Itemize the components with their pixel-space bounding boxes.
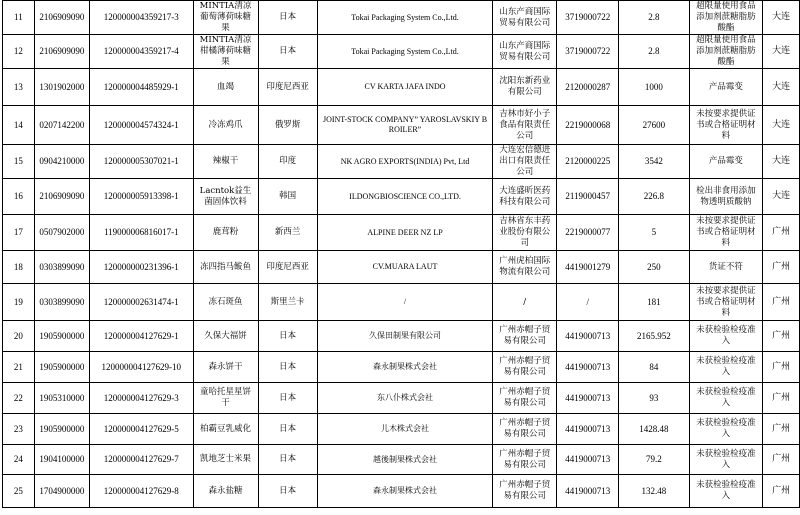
cell-reason: 未获检验检疫准入	[689, 383, 762, 414]
table-row	[3, 383, 800, 414]
cell-reason: 超限量使用食品添加剂蔗糖脂肪酸酯	[689, 1, 762, 35]
import-rejection-table	[2, 0, 800, 508]
table-row	[3, 475, 800, 508]
table-row	[3, 414, 800, 445]
cell-origin: 日本	[258, 414, 317, 445]
cell-manufacturer: ILDONGBIOSCIENCE CO.,LTD.	[317, 179, 492, 215]
cell-reason: 未获检验检疫准入	[689, 475, 762, 508]
cell-port: 广州	[763, 251, 800, 284]
cell-importer: 广州赤帽子贸易有限公司	[493, 475, 557, 508]
cell-product-name: 冻四指马鲅鱼	[193, 251, 258, 284]
cell-entry-number: 120000004127629-3	[90, 383, 193, 414]
cell-importer-code: 4419000713	[557, 321, 619, 352]
cell-reason: 货证不符	[689, 251, 762, 284]
cell-importer: 大连宏信德进出口有限责任公司	[493, 145, 557, 179]
cell-port: 大连	[763, 35, 800, 69]
cell-product-name: 森永盐糖	[193, 475, 258, 508]
cell-weight: 93	[619, 383, 690, 414]
cell-origin: 日本	[258, 445, 317, 475]
cell-product-name: 鹿茸粉	[193, 215, 258, 251]
cell-origin: 日本	[258, 383, 317, 414]
cell-reason: 未获检验检疫准入	[689, 352, 762, 383]
cell-importer: 山东产商国际贸易有限公司	[493, 1, 557, 35]
cell-no: 21	[3, 352, 35, 383]
cell-manufacturer: JOINT-STOCK COMPANY” YAROSLAVSKIY BROILER”	[317, 106, 492, 145]
cell-reason: 检出非食用添加物透明质酸钠	[689, 179, 762, 215]
cell-importer-code: 4419000713	[557, 475, 619, 508]
cell-origin: 日本	[258, 475, 317, 508]
cell-entry-number: 120000004127629-5	[90, 414, 193, 445]
table-row	[3, 321, 800, 352]
table-row	[3, 251, 800, 284]
cell-weight: 2.8	[619, 1, 690, 35]
cell-no: 19	[3, 284, 35, 321]
cell-port: 大连	[763, 69, 800, 106]
cell-manufacturer: 东八仆株式会社	[317, 383, 492, 414]
table-row	[3, 145, 800, 179]
cell-importer: 山东产商国际贸易有限公司	[493, 35, 557, 69]
cell-product-name: 森永饼干	[193, 352, 258, 383]
table-row	[3, 284, 800, 321]
cell-weight: 5	[619, 215, 690, 251]
cell-entry-number: 120000005913398-1	[90, 179, 193, 215]
cell-hs-code: 1905900000	[34, 414, 89, 445]
cell-product-name: 柏霸豆乳威化	[193, 414, 258, 445]
cell-manufacturer: Tokai Packaging System Co.,Ltd.	[317, 35, 492, 69]
cell-manufacturer: 越後制果株式会社	[317, 445, 492, 475]
cell-manufacturer: CV KARTA JAFA INDO	[317, 69, 492, 106]
cell-entry-number: 120000004127629-10	[90, 352, 193, 383]
cell-origin: 日本	[258, 1, 317, 35]
cell-entry-number: 120000004127629-7	[90, 445, 193, 475]
cell-hs-code: 0303899090	[34, 251, 89, 284]
cell-hs-code: 2106909090	[34, 1, 89, 35]
cell-weight: 27600	[619, 106, 690, 145]
cell-product-name: 辣椒干	[193, 145, 258, 179]
cell-entry-number: 120000004485929-1	[90, 69, 193, 106]
cell-importer-code: 4419001279	[557, 251, 619, 284]
cell-importer-code: 2120000287	[557, 69, 619, 106]
cell-weight: 2.8	[619, 35, 690, 69]
cell-port: 大连	[763, 145, 800, 179]
cell-no: 23	[3, 414, 35, 445]
cell-no: 14	[3, 106, 35, 145]
cell-no: 25	[3, 475, 35, 508]
cell-manufacturer: Tokai Packaging System Co.,Ltd.	[317, 1, 492, 35]
cell-entry-number: 120000002631474-1	[90, 284, 193, 321]
cell-port: 大连	[763, 179, 800, 215]
cell-port: 广州	[763, 475, 800, 508]
cell-importer: 广州赤帽子贸易有限公司	[493, 414, 557, 445]
cell-manufacturer: ALPINE DEER NZ LP	[317, 215, 492, 251]
cell-origin: 日本	[258, 352, 317, 383]
cell-product-name: MINTIA清凉柑橘薄荷味糖果	[193, 35, 258, 69]
cell-importer: 广州赤帽子贸易有限公司	[493, 352, 557, 383]
cell-manufacturer: 森永制果株式会社	[317, 475, 492, 508]
cell-no: 12	[3, 35, 35, 69]
cell-no: 11	[3, 1, 35, 35]
cell-importer-code: 2219000077	[557, 215, 619, 251]
cell-hs-code: 1905900000	[34, 352, 89, 383]
cell-origin: 日本	[258, 35, 317, 69]
cell-no: 15	[3, 145, 35, 179]
cell-weight: 181	[619, 284, 690, 321]
cell-origin: 印度尼西亚	[258, 251, 317, 284]
cell-importer: /	[493, 284, 557, 321]
cell-origin: 印度尼西亚	[258, 69, 317, 106]
cell-product-name: MINTIA清凉葡萄薄荷味糖果	[193, 1, 258, 35]
cell-no: 16	[3, 179, 35, 215]
cell-origin: 日本	[258, 321, 317, 352]
cell-entry-number: 119000006816017-1	[90, 215, 193, 251]
cell-manufacturer: /	[317, 284, 492, 321]
cell-reason: 未获检验检疫准入	[689, 445, 762, 475]
table-row	[3, 35, 800, 69]
cell-weight: 2165.952	[619, 321, 690, 352]
cell-importer-code: 4419000713	[557, 414, 619, 445]
cell-no: 17	[3, 215, 35, 251]
cell-importer-code: 4419000713	[557, 352, 619, 383]
cell-reason: 超限量使用食品添加剂蔗糖脂肪酸酯	[689, 35, 762, 69]
cell-product-name: 凯地芝士米果	[193, 445, 258, 475]
cell-manufacturer: 儿木株式会社	[317, 414, 492, 445]
table-row	[3, 69, 800, 106]
cell-importer-code: 2219000068	[557, 106, 619, 145]
cell-importer-code: 3719000722	[557, 1, 619, 35]
cell-product-name: 童哈托星星饼干	[193, 383, 258, 414]
table-row	[3, 106, 800, 145]
table-row	[3, 1, 800, 35]
cell-no: 20	[3, 321, 35, 352]
cell-origin: 新西兰	[258, 215, 317, 251]
cell-port: 广州	[763, 352, 800, 383]
cell-port: 广州	[763, 445, 800, 475]
cell-product-name: 血竭	[193, 69, 258, 106]
cell-weight: 250	[619, 251, 690, 284]
cell-weight: 1428.48	[619, 414, 690, 445]
cell-importer-code: 2119000457	[557, 179, 619, 215]
cell-importer-code: 3719000722	[557, 35, 619, 69]
cell-origin: 斯里兰卡	[258, 284, 317, 321]
cell-importer-code: 2120000225	[557, 145, 619, 179]
cell-port: 广州	[763, 414, 800, 445]
cell-weight: 132.48	[619, 475, 690, 508]
cell-entry-number: 120000004127629-1	[90, 321, 193, 352]
cell-entry-number: 120000000231396-1	[90, 251, 193, 284]
cell-manufacturer: NK AGRO EXPORTS(INDIA) Pvt, Ltd	[317, 145, 492, 179]
cell-port: 广州	[763, 383, 800, 414]
cell-no: 13	[3, 69, 35, 106]
cell-reason: 未获检验检疫准入	[689, 321, 762, 352]
cell-importer: 沈阳东新药业有限公司	[493, 69, 557, 106]
cell-weight: 226.8	[619, 179, 690, 215]
cell-importer: 吉林省东丰药业股份有限公司	[493, 215, 557, 251]
cell-importer-code: 4419000713	[557, 383, 619, 414]
cell-product-name: 冷冻鸡爪	[193, 106, 258, 145]
table-row	[3, 445, 800, 475]
cell-no: 24	[3, 445, 35, 475]
cell-importer: 广州赤帽子贸易有限公司	[493, 383, 557, 414]
cell-entry-number: 120000004359217-3	[90, 1, 193, 35]
table-row	[3, 352, 800, 383]
cell-hs-code: 0507902000	[34, 215, 89, 251]
cell-hs-code: 0904210000	[34, 145, 89, 179]
cell-no: 22	[3, 383, 35, 414]
cell-port: 大连	[763, 1, 800, 35]
cell-product-name: 久保大福饼	[193, 321, 258, 352]
cell-manufacturer: 森永制果株式会社	[317, 352, 492, 383]
cell-origin: 俄罗斯	[258, 106, 317, 145]
table-row	[3, 179, 800, 215]
cell-reason: 未按要求提供证书或合格证明材料	[689, 284, 762, 321]
cell-entry-number: 120000005307021-1	[90, 145, 193, 179]
cell-product-name: Lacntok益生菌固体饮料	[193, 179, 258, 215]
cell-no: 18	[3, 251, 35, 284]
cell-reason: 未按要求提供证书或合格证明材料	[689, 215, 762, 251]
cell-importer: 广州虎柏国际物流有限公司	[493, 251, 557, 284]
cell-hs-code: 1904100000	[34, 445, 89, 475]
cell-hs-code: 1301902000	[34, 69, 89, 106]
cell-importer: 广州赤帽子贸易有限公司	[493, 321, 557, 352]
cell-port: 广州	[763, 215, 800, 251]
cell-hs-code: 0207142200	[34, 106, 89, 145]
cell-weight: 3542	[619, 145, 690, 179]
cell-importer-code: 4419000713	[557, 445, 619, 475]
cell-manufacturer: 久保田制果有限公司	[317, 321, 492, 352]
cell-hs-code: 1905310000	[34, 383, 89, 414]
cell-hs-code: 0303899090	[34, 284, 89, 321]
cell-entry-number: 120000004127629-8	[90, 475, 193, 508]
cell-reason: 未获检验检疫准入	[689, 414, 762, 445]
cell-importer: 吉林市好小子食品有限责任公司	[493, 106, 557, 145]
cell-importer: 广州赤帽子贸易有限公司	[493, 445, 557, 475]
cell-hs-code: 2106909090	[34, 35, 89, 69]
table-row	[3, 215, 800, 251]
cell-entry-number: 120000004574324-1	[90, 106, 193, 145]
cell-origin: 印度	[258, 145, 317, 179]
cell-hs-code: 1905900000	[34, 321, 89, 352]
cell-port: 广州	[763, 284, 800, 321]
cell-origin: 韩国	[258, 179, 317, 215]
cell-reason: 未按要求提供证书或合格证明材料	[689, 106, 762, 145]
cell-product-name: 冻石斑鱼	[193, 284, 258, 321]
cell-weight: 79.2	[619, 445, 690, 475]
cell-importer: 大连盛昕医药科技有限公司	[493, 179, 557, 215]
cell-weight: 84	[619, 352, 690, 383]
cell-entry-number: 120000004359217-4	[90, 35, 193, 69]
cell-hs-code: 2106909090	[34, 179, 89, 215]
cell-port: 大连	[763, 106, 800, 145]
cell-weight: 1000	[619, 69, 690, 106]
cell-hs-code: 1704900000	[34, 475, 89, 508]
cell-manufacturer: CV.MUARA LAUT	[317, 251, 492, 284]
cell-reason: 产品霉变	[689, 69, 762, 106]
cell-importer-code: /	[557, 284, 619, 321]
cell-port: 广州	[763, 321, 800, 352]
cell-reason: 产品霉变	[689, 145, 762, 179]
